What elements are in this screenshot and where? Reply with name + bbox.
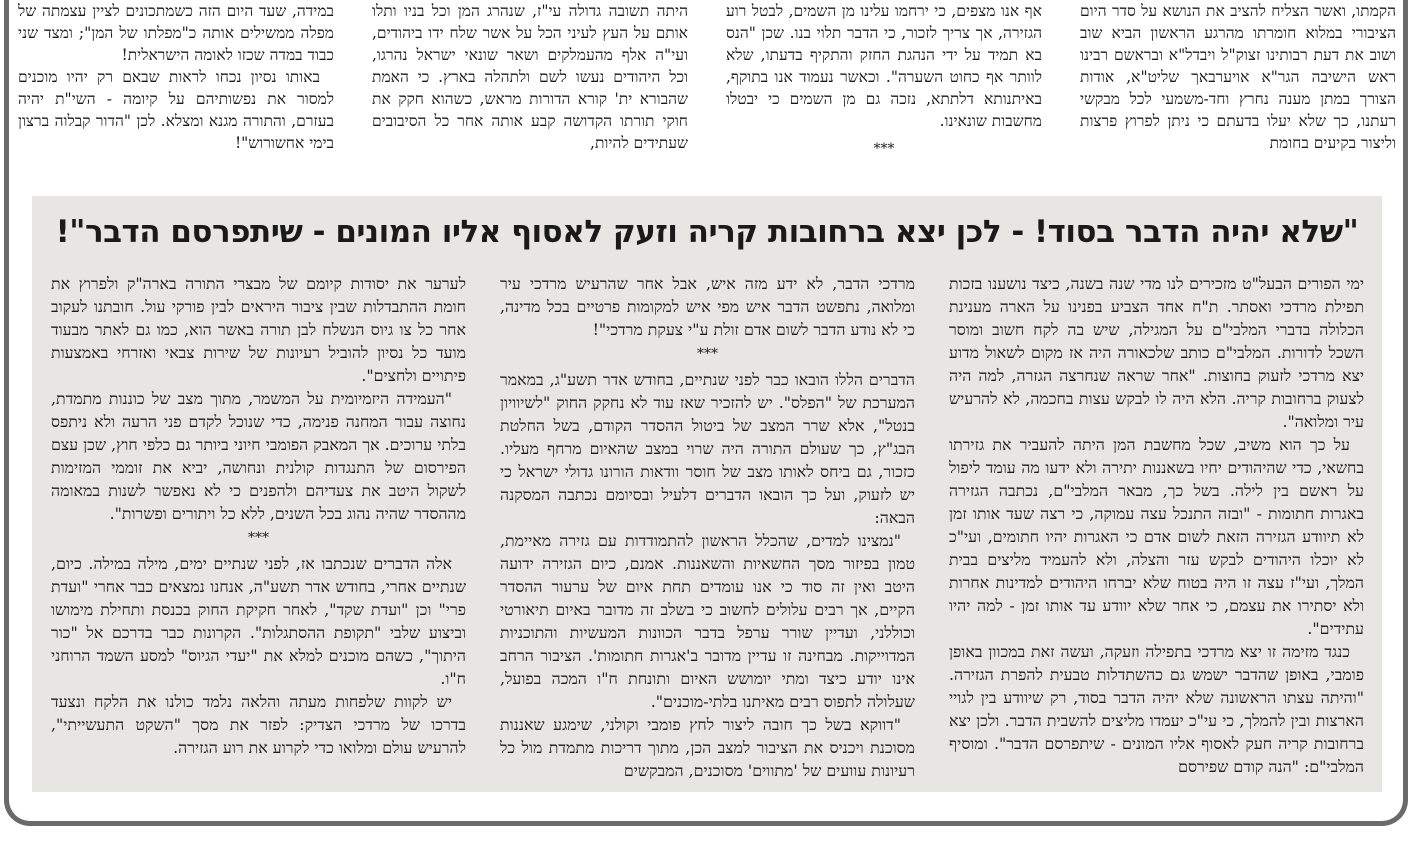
section-divider: ***: [248, 530, 269, 546]
paragraph: "דווקא בשל כך חובה ליצור לחץ פומבי וקולני, שימגע שאננות מסוכנת ויכניס את הציבור למצב הכן, מתוך דריכות מתמדת מול כל רעיונות עוועים של 'מתווים' מסוכנים, המבקשים: [500, 715, 915, 780]
paragraph: לערער את יסודות קיומם של מבצרי התורה בארה"ק ולפרוץ את חומת ההתבדלות שבין ציבור היראים לבין פורקי עול. חובתנו לעקוב אחר כל צו גיוס הנשלח לבן תורה באשר הוא, כמו גם לאתר מבעוד מועד כל נסיון להוביל רעיונות של שירות צבאי ואזרחי באמצעות פיתויים ולחצים".: [51, 274, 466, 385]
paragraph: במידה, שעד היום הזה כשמתכונים לציין עצמתה של מפלה ממשילים אותה כ"מפלתו של המן"; ומצד שני כבוד במדה שכזו לאומה הישראלית!: [18, 2, 334, 64]
paragraph: אף אנו מצפים, כי ירחמו עלינו מן השמים, לבטל רוע הגזירה, אך צריך לזכור, כי הדבר תלוי בנו. שכן "הנס בא תמיד על ידי הנהגת החזק והתקיף בדעתו, שלא לוותר אף כחוט השערה". וכאשר נעמוד אנו בתוקף, באיתנותא דלתתא, נזכה גם מן השמים כי יבטלו מחשבות שונאינו.: [726, 2, 1042, 130]
box-columns: [50, 272, 1364, 782]
paragraph: הדברים הללו הובאו כבר לפני שנתיים, בחודש אדר תשע"ג, במאמר המערכת של "הפלס". יש להזכיר שאז עוד לא נחקק החוק "לשיוויון בנטל", אלא שרר המצב של ביטול ההסדר הקודם, בשל החלטת הבג"ץ, כך שעולם התורה היה שרוי במצב שהאיום מרחף מעליו. כזכור, גם ביחס לאותו מצב של חוסר וודאות הורונו גדולי ישראל כי יש לזעוק, ועל כך הובאו הדברים דלעיל ובסיומם נכתבה המסקנה הבאה:: [500, 370, 915, 527]
top-article-columns: [18, 0, 1396, 170]
box-column-1: [949, 272, 1364, 782]
paragraph: היתה תשובה גדולה עי"ז, שנהרג המן וכל בניו ותלו אותם על העץ לעיני הכל על אשר שלח ידו ביהודים, ועי"ה אלף מהעמלקים ושאר שונאי ישראל נהרגו, וכל היהודים נעשו לשם ולתהלה בארץ. כי האמת שהבורא ית' קורא הדורות מראש, כשהוא חקק את חוקי תורתו הקדושה קבע אותה אחר כל הסיבובים שעתידים להיות,: [372, 2, 688, 152]
paragraph: על כך הוא משיב, שכל מחשבת המן היתה להעביר את גזירתו בחשאי, כדי שהיהודים יחיו בשאננות יתירה ולא ידעו מה עומד ליפול על ראשם בין לילה. בשל כך, מבאר המלבי"ם, נכתבה הגזירה באגרות חתומות - "ובזה התנכל עצה עמוקה, כי רצה שעד אותו זמן לא תיוודע הגזירה הזאת לשום אדם כי האגרות יהיו חתומים, ועי"כ לא יוכלו היהודים לבקש עזר והצלה, ולא להעמיד מליצים בבית המלך, ועי"ז עצה זו היה בטוח שלא יברחו היהודים למדינות אחרות ולא יסתירו את עצמם, כי אחר שלא יוודע עד אותו זמן - למה יהיו עתידים".: [949, 435, 1364, 638]
paragraph: ימי הפורים הבעל"ט מזכירים לנו מדי שנה בשנה, כיצד נושענו בזכות תפילת מרדכי ואסתר. ת"ח אחד הצביע בפנינו על הארה מענינת הכלולה בדברי המלבי"ם על המגילה, שיש בה לקח חשוב ומוסר השכל לדורות. המלבי"ם כותב שלכאורה היה אז מקום לשאול מדוע יצא מרדכי לזעוק בחוצות. "אחר שראה שנחרצה הגזרה, למה היה לצעוק ברחובות קריה. הלא היה לו לבקש עצות בחכמה, לא להרעיש עיר ומלואה".: [949, 274, 1364, 431]
paragraph: כנגד מזימה זו יצא מרדכי בתפילה וזעקה, ועשה זאת במכוון באופן פומבי, באופן שהדבר ישמש גם כהשתדלות טבעית להפרת הגזירה. "והיתה עצתו הראשונה שלא יהיה הדבר בסוד, רק שיוודע בין לגויי הארצות ובין להמלך, כי עי"כ יעמדו מליצים להשבית הדבר. ולכן יצא ברחובות קריה חעק לאסוף אליו המונים - שיתפרסם הדבר". ומוסיף המלבי"ם: "הנה קודם שפירסם: [949, 642, 1364, 776]
top-column-2: [726, 0, 1042, 170]
top-column-4: [18, 0, 334, 170]
section-divider: ***: [697, 346, 718, 362]
top-column-1: [1080, 0, 1396, 170]
paragraph: יש לקוות שלפחות מעתה והלאה נלמד כולנו את הלקח ונצעד בדרכו של מרדכי הצדיק: לפזר את מסך "השקט התעשייתי", להרעיש עולם ומלואו כדי לקרוע את רוע הגזירה.: [51, 692, 466, 757]
box-headline: "שלא יהיה הדבר בסוד! - לכן יצא ברחובות קריה וזעק לאסוף אליו המונים - שיתפרסם הדבר"!: [55, 214, 1359, 250]
box-column-2: [500, 272, 915, 782]
paragraph: באותו נסיון נכחו לראות שבאם רק יהיו מוכנים למסור את נפשותיהם על קיומה - השי"ת יהיה בעזרם, והתורה מגנא ומצלא. לכן "הדור קבלוה ברצון בימי אחשורוש"!: [18, 68, 334, 152]
top-column-3: [372, 0, 688, 170]
section-divider: ***: [873, 141, 895, 157]
paragraph: "העמידה היזמיומית על המשמר, מתוך מצב של כוננות מתמדת, נחוצה עבור המחנה פנימה, כדי שנוכל לקדם פני הרעה ולא ניתפס בלתי ערוכים. אך המאבק הפומבי חיוני ביותר גם כלפי חוץ, שכן עצם הפירסום של התנגדות קולנית ונחושה, יביא את זוממי המזימות לשקול היטב את צעדיהם ולהפנים כי לא נאפשר לשנות במאומה מההסדר שהיה נהוג בכל השנים, ללא כל ויתורים ופשרות".: [51, 389, 466, 523]
editorial-box: [32, 196, 1382, 792]
paragraph: אלה הדברים שנכתבו אז, לפני שנתיים ימים, מילה במילה. כיום, שנתיים אחרי, בחודש אדר תשע"ה, אנחנו נמצאים כבר אחרי "ועדת פרי" וכן "ועדת שקד", לאחר חקיקת החוק בכנסת ותחילת מימושו וביצוע שלבי "תקופת ההסתגלות". הקרונות כבר בדרכם אל "כור היתוך", כשהם מוכנים למלא את "יעדי הגיוס" למסע השמד הרוחני ח"ו.: [51, 554, 466, 688]
paragraph: מרדכי הדבר, לא ידע מזה איש, אבל אחר שהרעיש מרדכי עיר ומלואה, נתפשט הדבר איש מפי איש למקומות פרטיים בכל מדינה, כי לא נודע הדבר לשום אדם זולת ע"י צעקת מרדכי"!: [500, 274, 915, 339]
paragraph: הקמתו, ואשר הצליח להציב את הנושא על סדר היום הציבורי במלוא חומרתו מהרגע הראשון הביא שוב ושוב את דעת רבותינו זצוק"ל ויבדל"א ובראשם רבינו ראש הישיבה הגר"א אויערבאך שליט"א, אודות הצורך במתן מענה נחרץ וחד-משמעי לכל מבקשי רעתנו, כך שלא יעלו בדעתם כי ניתן לפרוץ פרצות וליצור בקיעים בחומת: [1080, 2, 1396, 152]
box-column-3: [51, 272, 466, 782]
paragraph: "נמצינו למדים, שהכלל הראשון להתמודדות עם גזירה מאיימת, טמון בפיזור מסך החשאיות והשאננות. אמנם, כיום הגזירה ידועה היטב ואין זה סוד כי אנו עומדים תחת איום של ערעור ההסדר הקיים, אך רבים עלולים לחשוב כי בשלב זה מדובר באיום תיאורטי וכוללני, ועדיין שורר ערפל בדבר הכוונות המעשיות והתוכניות המדוייקות. מבחינה זו עדיין מדובר ב'אגרות חתומות'. הציבור הרחב אינו יודע כיצד ומתי יומושש האיום ותונחת ח"ו המכה בפועל, שעלולה לתפוס רבים מאיתנו בלתי-מוכנים".: [500, 531, 915, 711]
